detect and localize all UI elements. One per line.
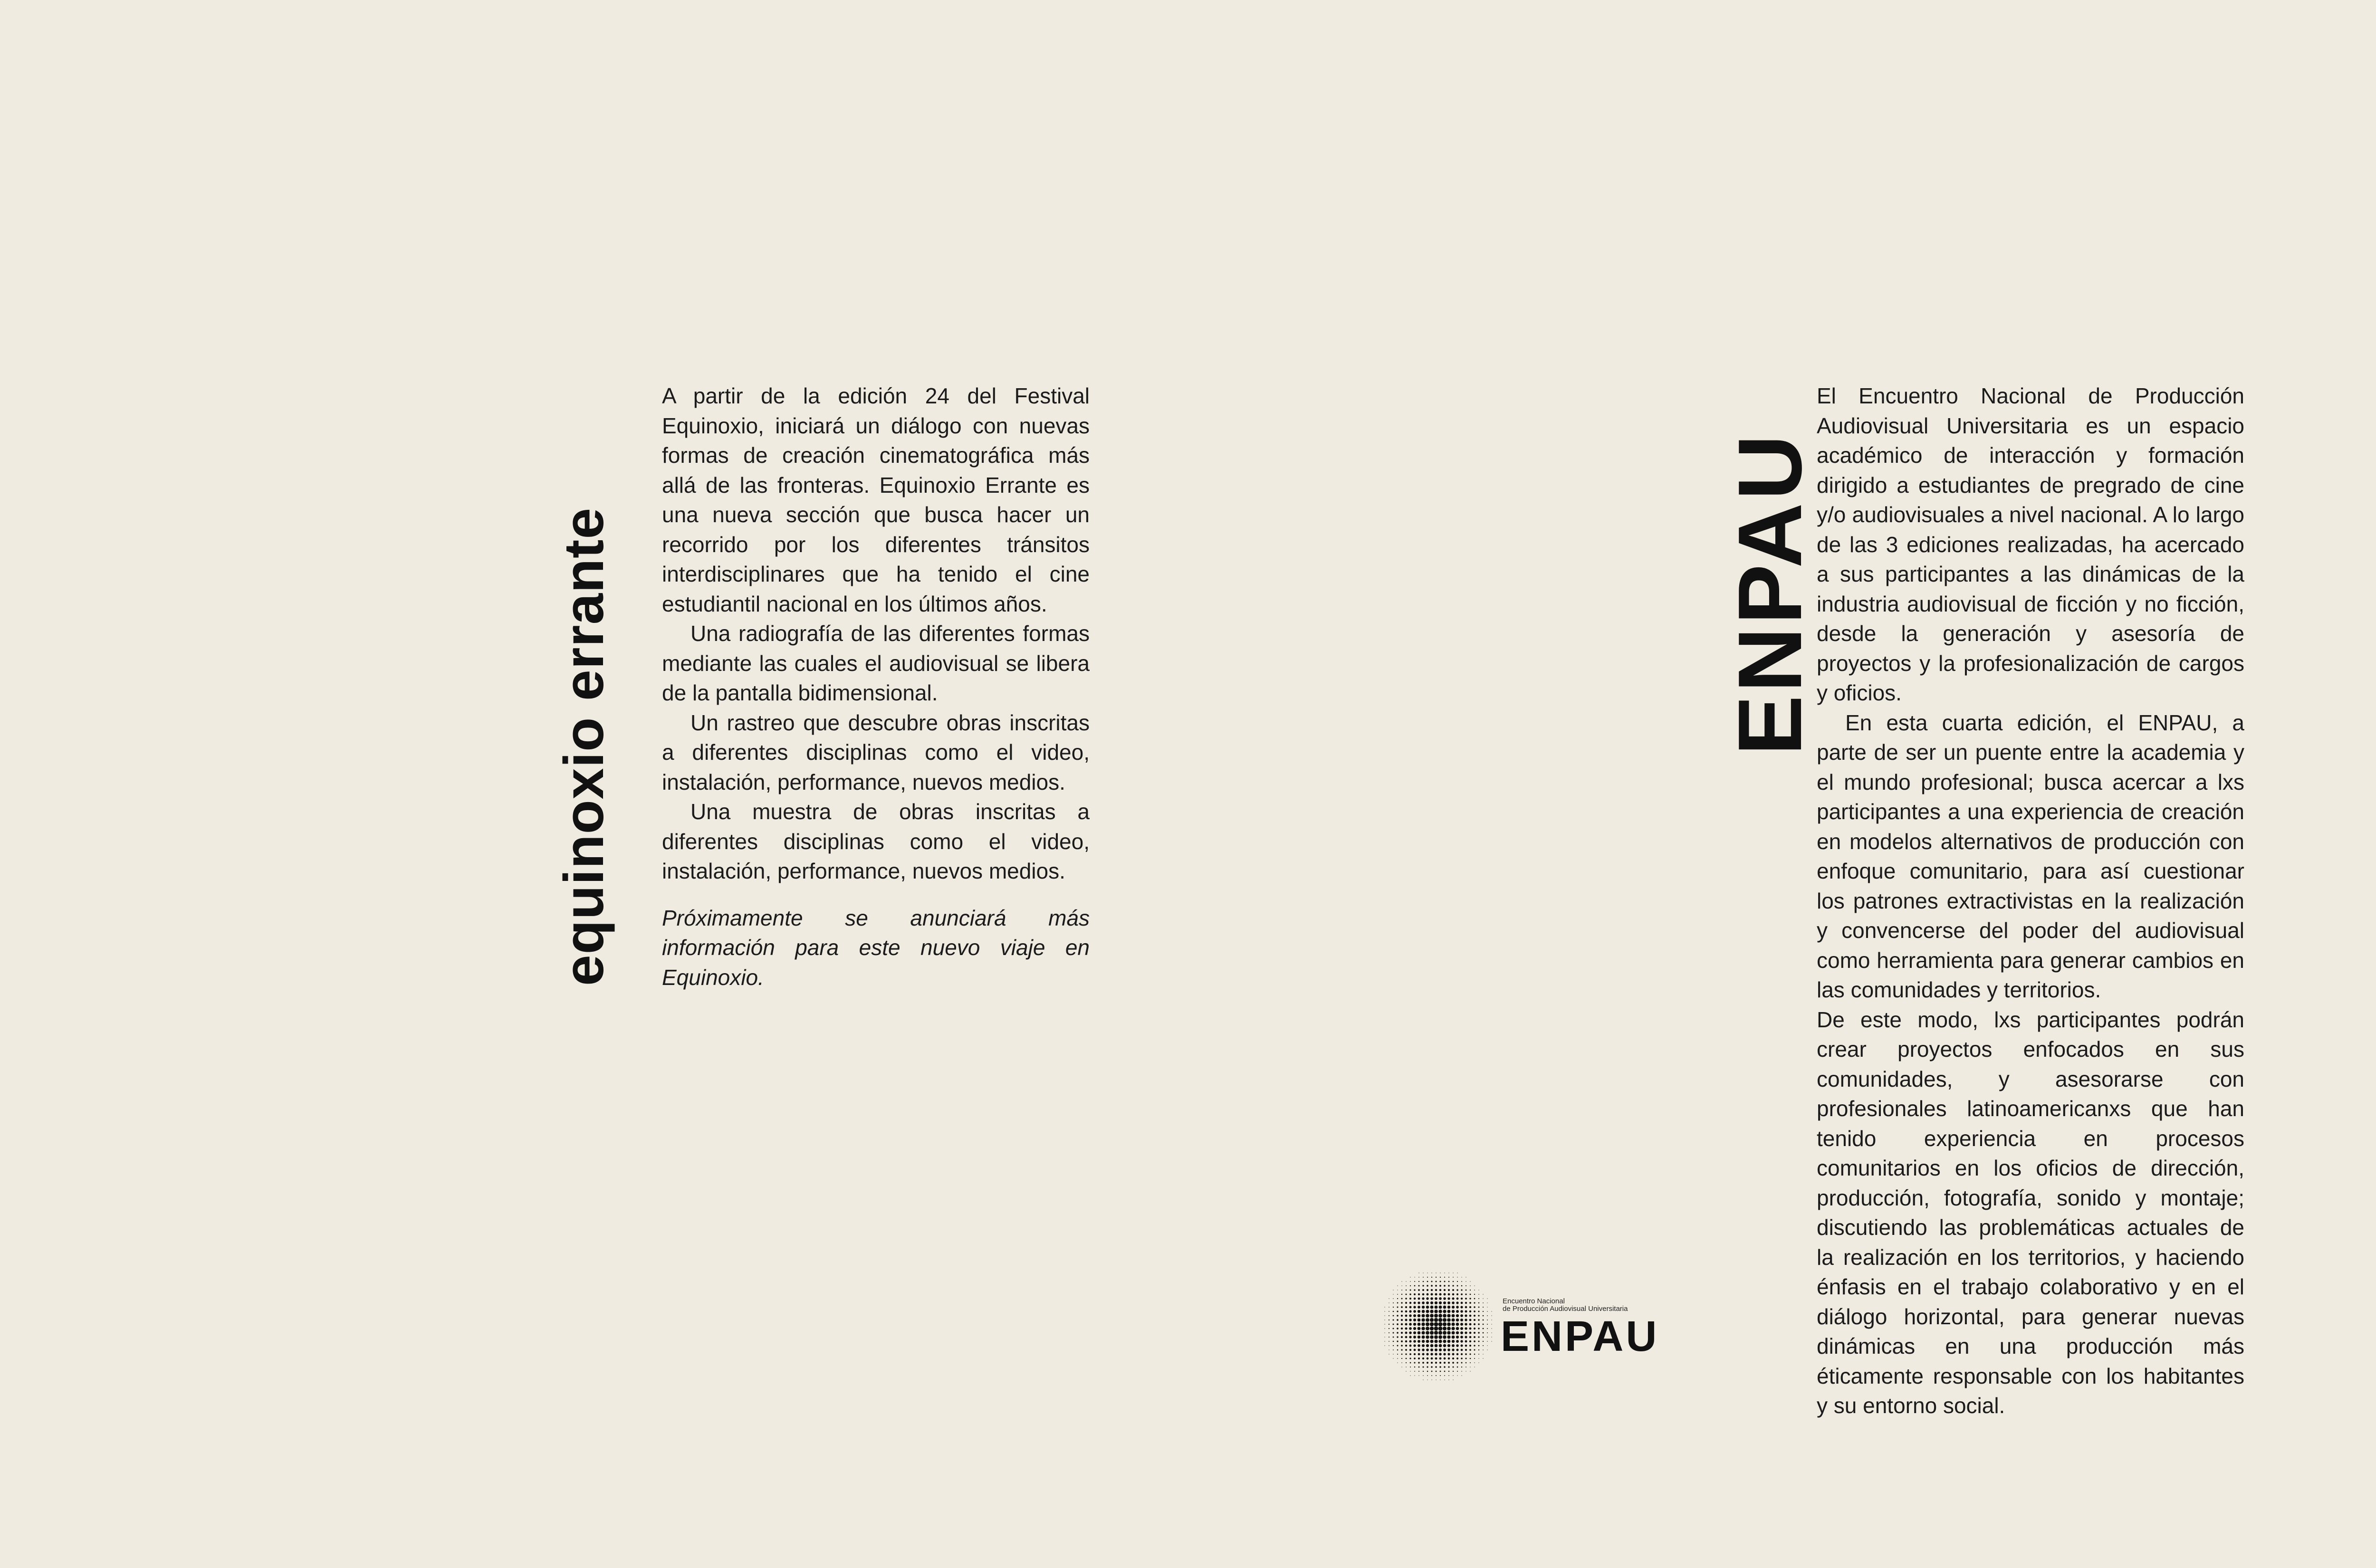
enpau-logo xyxy=(1378,1266,1663,1385)
paragraph: A partir de la edición 24 del Festival Equinoxio, iniciará un diálogo con nuevas formas de creación cinematográfica más allá de las fronteras. Equinoxio Errante es una nueva sección que busca hacer un recorrido por los diferentes tránsitos interdisciplinares que ha tenido el cine estudiantil nacional en los últimos años. xyxy=(662,383,1090,616)
section-title-enpau: ENPAU xyxy=(1720,432,1820,755)
enpau-text-column xyxy=(1817,381,2244,1421)
logo-subtitle-line2: de Producción Audiovisual Universitaria xyxy=(1503,1305,1628,1313)
paragraph: Un rastreo que descubre obras inscritas a diferentes disciplinas como el video, instalación, performance, nuevos medios. xyxy=(662,710,1090,794)
right-page xyxy=(1212,0,2376,1568)
paragraph: En esta cuarta edición, el ENPAU, a parte de ser un puente entre la academia y el mundo profesional; busca acercar a lxs participantes a una experiencia de creación en modelos alternativos de producción con enfoque comunitario, para así cuestionar los patrones extractivistas en la realización y convencerse del poder del audiovisual como herramienta para generar cambios en las comunidades y territorios. xyxy=(1817,710,2244,1002)
paragraph: El Encuentro Nacional de Producción Audiovisual Universitaria es un espacio académico de interacción y formación dirigido a estudiantes de pregrado de cine y/o audiovisuales a nivel nacional. A lo largo de las 3 ediciones realizadas, ha acercado a sus participantes a las dinámicas de la industria audiovisual de ficción y no ficción, desde la generación y asesoría de proyectos y la profesionalización de cargos y oficios. xyxy=(1817,383,2244,705)
paragraph: Una muestra de obras inscritas a diferentes disciplinas como el video, instalación, performance, nuevos medios. xyxy=(662,799,1090,883)
closing-note: Próximamente se anunciará más información para este nuevo viaje en Equinoxio. xyxy=(662,905,1090,990)
section-title-equinoxio-errante: equinoxio errante xyxy=(553,507,615,986)
paragraph: De este modo, lxs participantes podrán crear proyectos enfocados en sus comunidades, y asesorarse con profesionales latinoamericanxs que han tenido experiencia en procesos comunitarios en los oficios de dirección, producción, fotografía, sonido y montaje; discutiendo las problemáticas actuales de la realización en los territorios, y haciendo énfasis en el trabajo colaborativo y en el diálogo horizontal, para generar nuevas dinámicas en una producción más éticamente responsable con los habitantes y su entorno social. xyxy=(1817,1007,2244,1418)
paragraph: Una radiografía de las diferentes formas mediante las cuales el audiovisual se libera de la pantalla bidimensional. xyxy=(662,621,1090,705)
logo-wordmark: ENPAU xyxy=(1501,1313,1659,1360)
halftone-sphere-icon xyxy=(1378,1266,1497,1385)
equinoxio-text-column xyxy=(662,381,1090,992)
logo-subtitle-line1: Encuentro Nacional xyxy=(1503,1297,1565,1305)
